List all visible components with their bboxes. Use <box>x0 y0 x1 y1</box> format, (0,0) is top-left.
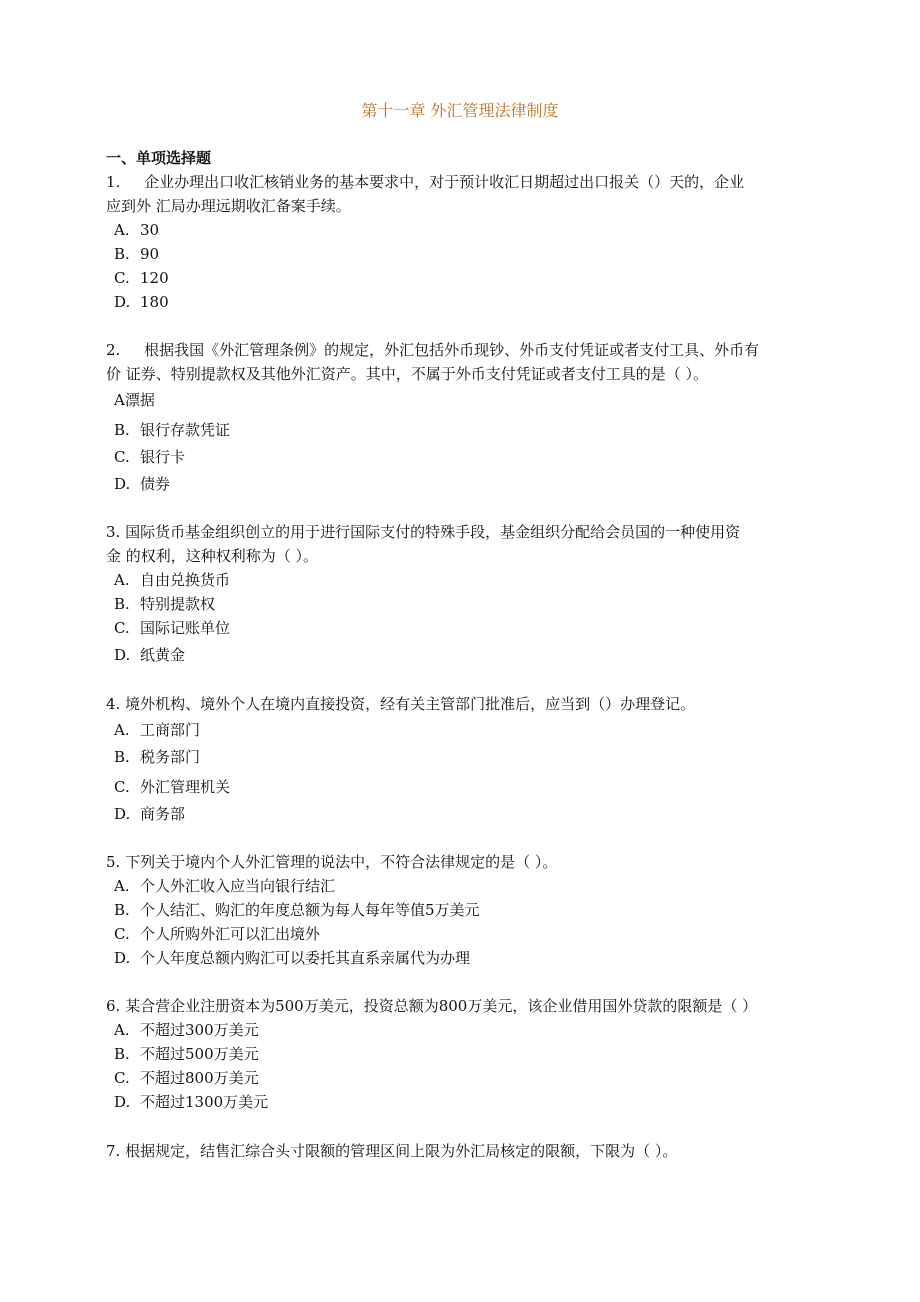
option-letter: D. <box>114 805 131 823</box>
question-5-option-a <box>114 876 335 896</box>
option-text: 90 <box>140 245 160 263</box>
question-1-option-b <box>114 244 159 264</box>
option-letter: C. <box>114 1069 130 1087</box>
option-text: 外汇管理机关 <box>140 778 231 796</box>
option-letter: D. <box>114 949 131 967</box>
question-3-option-d <box>114 645 185 665</box>
question-6-line-1: 6. 某合营企业注册资本为500万美元，投资总额为800万美元，该企业借用国外贷款的限额是（ ） <box>106 997 758 1015</box>
option-letter: A. <box>114 1021 130 1039</box>
option-text: 不超过1300万美元 <box>140 1093 269 1111</box>
option-letter: B. <box>114 245 130 263</box>
question-3-option-c <box>114 618 230 638</box>
option-text: 个人所购外汇可以汇出境外 <box>140 925 321 943</box>
option-letter: C. <box>114 925 130 943</box>
option-text: 180 <box>140 293 169 311</box>
option-text: 30 <box>140 221 160 239</box>
option-text: 商务部 <box>140 805 186 823</box>
question-6-option-b <box>114 1044 259 1064</box>
option-text: A漂据 <box>114 391 155 409</box>
question-2-option-d <box>114 474 170 494</box>
option-text: 个人结汇、购汇的年度总额为每人每年等值5万美元 <box>140 901 480 919</box>
question-5-option-d <box>114 948 470 968</box>
option-text: 120 <box>140 269 169 287</box>
question-1-line-2: 应到外 汇局办理远期收汇备案手续。 <box>106 197 351 215</box>
question-4-option-a <box>114 720 200 740</box>
question-6-option-c <box>114 1068 259 1088</box>
question-6-option-a <box>114 1020 259 1040</box>
question-4-option-d <box>114 804 185 824</box>
question-1-option-c <box>114 268 169 288</box>
question-4-option-b <box>114 747 200 767</box>
option-letter: B. <box>114 748 130 766</box>
option-letter: A. <box>114 221 130 239</box>
option-text: 不超过800万美元 <box>140 1069 259 1087</box>
question-4-option-c <box>114 777 230 797</box>
option-text: 纸黄金 <box>140 646 186 664</box>
option-letter: C. <box>114 448 130 466</box>
option-text: 工商部门 <box>140 721 201 739</box>
question-2-option-c <box>114 447 185 467</box>
option-letter: D. <box>114 475 131 493</box>
option-text: 不超过300万美元 <box>140 1021 259 1039</box>
option-text: 自由兑换货币 <box>140 571 231 589</box>
question-1-line-1: 1. 企业办理出口收汇核销业务的基本要求中，对于预计收汇日期超过出口报关（）天的，企业 <box>106 173 745 191</box>
option-letter: A. <box>114 877 130 895</box>
option-text: 特别提款权 <box>140 595 216 613</box>
question-3-option-a <box>114 570 230 590</box>
question-2-line-2: 价 证券、特别提款权及其他外汇资产。其中，不属于外币支付凭证或者支付工具的是（ ）。 <box>106 365 709 383</box>
question-3-line-1: 3. 国际货币基金组织创立的用于进行国际支付的特殊手段，基金组织分配给会员国的一种使用资 <box>106 523 741 541</box>
question-1-option-d <box>114 292 169 312</box>
question-3-option-b <box>114 594 215 614</box>
question-6-option-d <box>114 1092 268 1112</box>
option-text: 银行存款凭证 <box>140 421 231 439</box>
option-letter: D. <box>114 293 131 311</box>
question-5-option-c <box>114 924 320 944</box>
option-letter: C. <box>114 269 130 287</box>
question-5-option-b <box>114 900 480 920</box>
question-3-line-2: 金 的权利，这种权利称为（ ）。 <box>106 547 319 565</box>
option-letter: A. <box>114 571 130 589</box>
option-text: 个人年度总额内购汇可以委托其直系亲属代为办理 <box>140 949 471 967</box>
option-letter: D. <box>114 646 131 664</box>
option-letter: C. <box>114 778 130 796</box>
option-text: 银行卡 <box>140 448 186 466</box>
option-letter: B. <box>114 901 130 919</box>
question-2-option-a <box>114 390 155 410</box>
option-letter: D. <box>114 1093 131 1111</box>
option-letter: B. <box>114 421 130 439</box>
question-2-option-b <box>114 420 230 440</box>
question-2-line-1: 2. 根据我国《外汇管理条例》的规定，外汇包括外币现钞、外币支付凭证或者支付工具、外币有 <box>106 341 760 359</box>
option-letter: A. <box>114 721 130 739</box>
option-text: 不超过500万美元 <box>140 1045 259 1063</box>
option-letter: C. <box>114 619 130 637</box>
section-heading: 一、单项选择题 <box>106 149 212 167</box>
question-4-line-1: 4. 境外机构、境外个人在境内直接投资，经有关主管部门批准后，应当到（）办理登记。 <box>106 695 696 713</box>
chapter-title: 第十一章 外汇管理法律制度 <box>361 101 559 120</box>
question-1-option-a <box>114 220 159 240</box>
option-text: 债券 <box>140 475 171 493</box>
option-letter: B. <box>114 595 130 613</box>
option-text: 税务部门 <box>140 748 201 766</box>
option-text: 国际记账单位 <box>140 619 231 637</box>
question-7-line-1: 7. 根据规定，结售汇综合头寸限额的管理区间上限为外汇局核定的限额，下限为（ ）。 <box>106 1142 678 1160</box>
question-5-line-1: 5. 下列关于境内个人外汇管理的说法中，不符合法律规定的是（ ）。 <box>106 853 558 871</box>
option-letter: B. <box>114 1045 130 1063</box>
option-text: 个人外汇收入应当向银行结汇 <box>140 877 336 895</box>
